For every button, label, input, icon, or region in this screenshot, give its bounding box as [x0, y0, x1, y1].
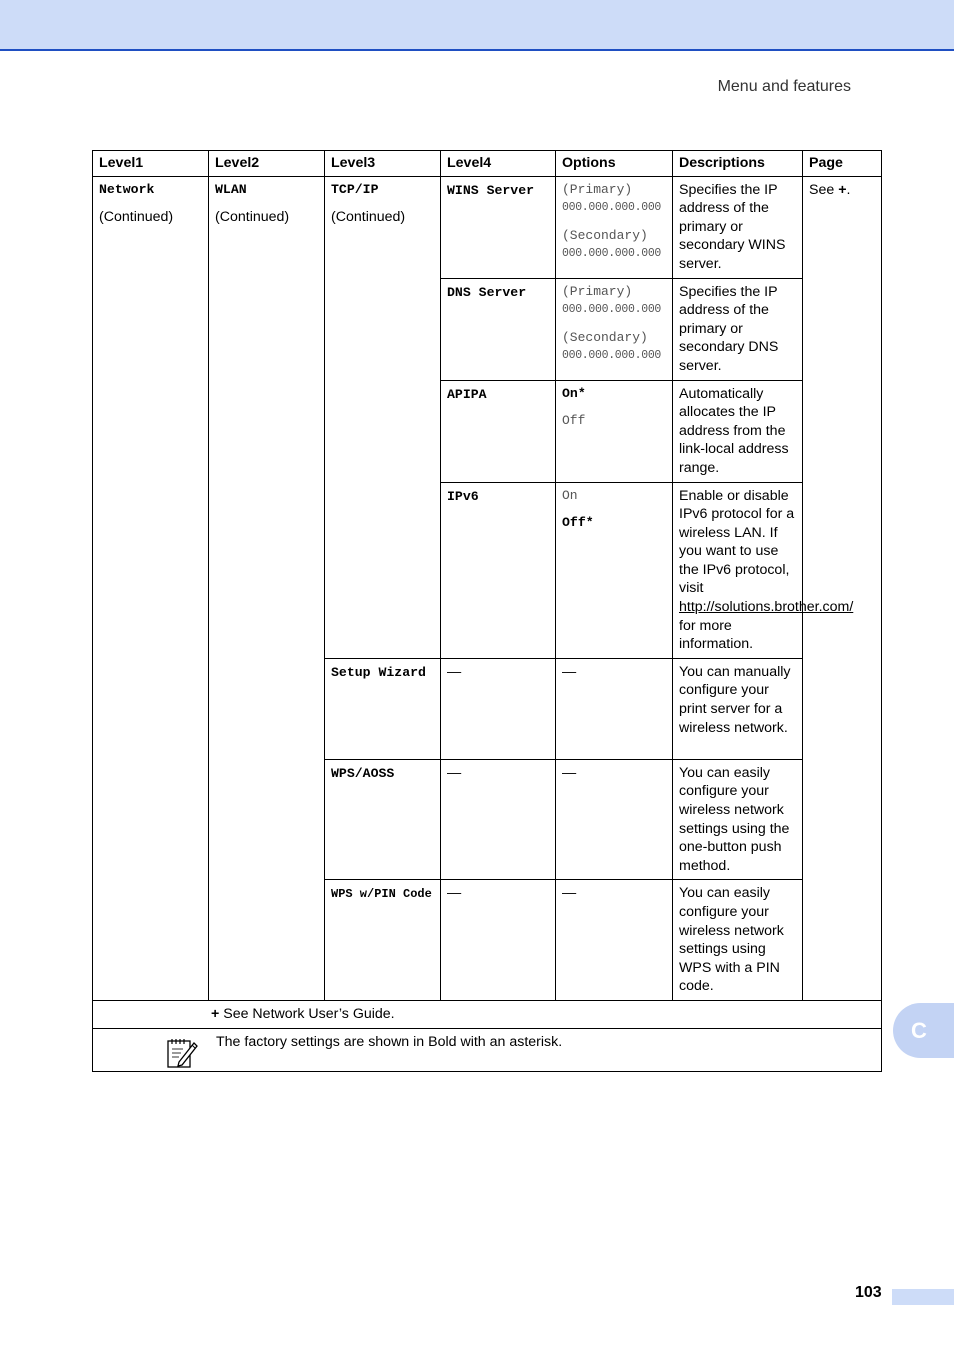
level3-name: Setup Wizard	[331, 664, 426, 680]
note-text: The factory settings are shown in Bold with an asterisk.	[216, 1033, 563, 1050]
options-cell	[556, 278, 673, 380]
option-default: On*	[562, 385, 586, 401]
level2-continued: (Continued)	[215, 209, 290, 226]
option-secondary: (Secondary)	[562, 227, 648, 243]
level4-cell: —	[441, 880, 556, 1001]
level3-cell	[325, 880, 441, 1001]
header-page: Page	[803, 151, 882, 177]
cross-ref-icon: +	[838, 181, 847, 198]
option-primary: (Primary)	[562, 283, 633, 299]
solutions-link[interactable]: http://solutions.brother.com/	[679, 599, 854, 616]
description-cell: You can manually configure your print server for a wireless network.	[673, 658, 803, 759]
header-level2: Level2	[209, 151, 325, 177]
level4-cell	[441, 482, 556, 658]
description-cell: Specifies the IP address of the primary or secondary WINS server.	[673, 176, 803, 278]
description-text: Enable or disable IPv6 protocol for a wireless LAN. If you want to use the IPv6 protocol, visit	[679, 487, 795, 597]
page-ref-end: .	[846, 181, 851, 198]
level4-cell: —	[441, 658, 556, 759]
description-text-end: for more information.	[679, 617, 754, 653]
level2-name: WLAN	[215, 181, 247, 197]
description-cell: Specifies the IP address of the primary or secondary DNS server.	[673, 278, 803, 380]
level2-cell	[209, 176, 325, 1000]
description-cell	[673, 482, 854, 658]
description-cell: Automatically allocates the IP address from the link-local address range.	[673, 380, 803, 482]
level4-cell: —	[441, 759, 556, 880]
level3-cell	[325, 759, 441, 880]
note-row	[93, 1028, 882, 1071]
level3-name: TCP/IP	[331, 181, 379, 197]
page-number-bar	[892, 1289, 954, 1305]
level4-name: APIPA	[447, 386, 487, 402]
table-header-row	[93, 151, 882, 177]
option-default: Off*	[562, 515, 594, 531]
header-descriptions: Descriptions	[673, 151, 803, 177]
options-cell: —	[556, 880, 673, 1001]
level1-name: Network	[99, 181, 155, 197]
level4-cell	[441, 380, 556, 482]
description-cell: You can easily configure your wireless network settings using WPS with a PIN code.	[673, 880, 803, 1001]
options-cell: —	[556, 759, 673, 880]
level3-name: WPS/AOSS	[331, 765, 395, 781]
level1-cell	[93, 176, 209, 1000]
appendix-tab: C	[893, 1003, 954, 1058]
level4-cell	[441, 176, 556, 278]
option-other: On	[562, 487, 578, 503]
footnote-cell	[93, 1000, 882, 1028]
level4-cell	[441, 278, 556, 380]
options-cell	[556, 176, 673, 278]
option-secondary-ip: 000.000.000.000	[562, 349, 662, 363]
cross-ref-icon: +	[211, 1005, 220, 1022]
page-ref-text: See	[809, 181, 835, 198]
page-number: 103	[855, 1284, 882, 1301]
header-options: Options	[556, 151, 673, 177]
level3-cell	[325, 658, 441, 759]
level3-name: WPS w/PIN Code	[331, 887, 432, 902]
note-cell	[93, 1028, 882, 1071]
page-cell	[803, 176, 882, 1000]
section-title: Menu and features	[717, 78, 851, 95]
header-level4: Level4	[441, 151, 556, 177]
options-cell	[556, 482, 673, 658]
level4-name: IPv6	[447, 488, 479, 504]
level3-continued: (Continued)	[331, 209, 406, 226]
level1-continued: (Continued)	[99, 209, 174, 226]
note-pencil-icon	[165, 1035, 199, 1069]
option-secondary: (Secondary)	[562, 329, 648, 345]
options-cell	[556, 380, 673, 482]
options-cell: —	[556, 658, 673, 759]
menu-table	[92, 150, 882, 1072]
description-cell: You can easily configure your wireless network settings using the one-button push method.	[673, 759, 803, 880]
option-primary-ip: 000.000.000.000	[562, 303, 662, 317]
header-level3: Level3	[325, 151, 441, 177]
level3-cell-tcpip	[325, 176, 441, 658]
table-row	[93, 176, 882, 278]
header-bar	[0, 0, 954, 51]
header-level1: Level1	[93, 151, 209, 177]
option-primary: (Primary)	[562, 181, 633, 197]
footnote-text: See Network User’s Guide.	[223, 1005, 395, 1022]
level4-name: DNS Server	[447, 284, 527, 300]
footnote-row	[93, 1000, 882, 1028]
level4-name: WINS Server	[447, 182, 535, 198]
option-primary-ip: 000.000.000.000	[562, 201, 662, 215]
option-secondary-ip: 000.000.000.000	[562, 247, 662, 261]
option-other: Off	[562, 413, 586, 429]
